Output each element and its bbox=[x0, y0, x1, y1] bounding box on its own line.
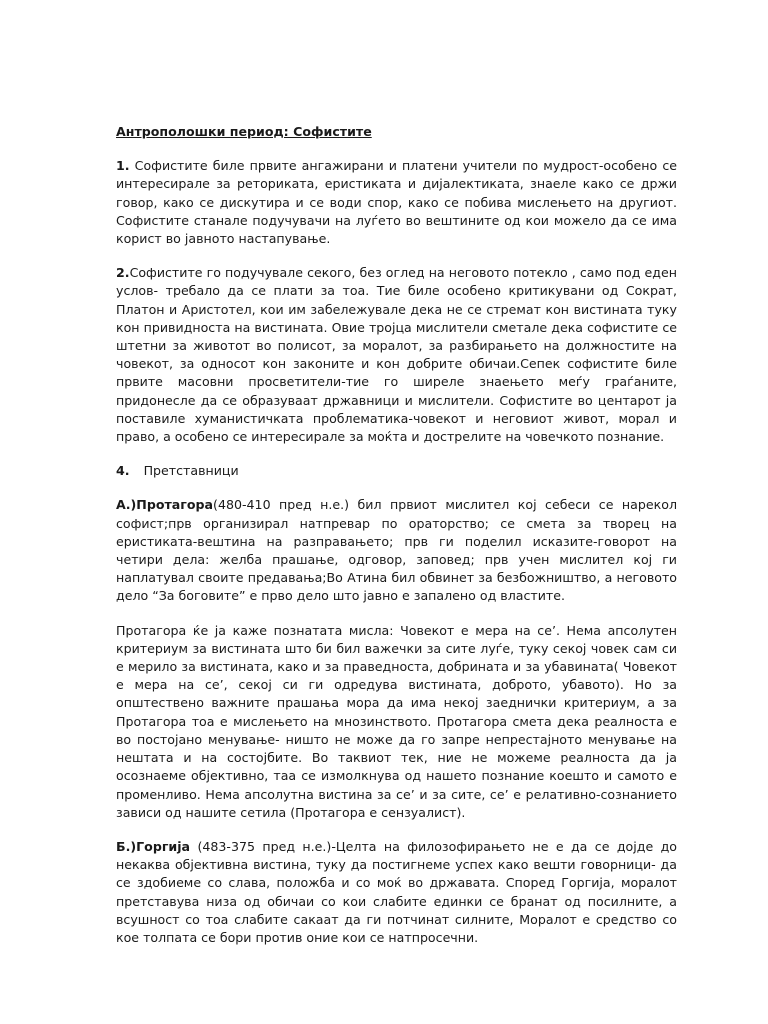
paragraph-gorgias bbox=[116, 838, 677, 947]
paragraph-representatives-heading bbox=[116, 462, 677, 480]
gorgias-text: (483-375 пред н.е.)-Целта на филозофирањето не е да се дојде до некаква објективна вистина, туку да постигнеме успех како вешти говорници- да се здобиеме со слава, положба и со моќ во државата. Според Горгија, моралот претставува низа од обичаи со кои слабите единки се бранат од посилните, а всушност со тоа слабите сакаат да ги потчинат силните, Моралот е средство со кое толпата се бори против оние кои се натпросечни. bbox=[116, 838, 677, 945]
protagoras-text: (480-410 пред н.е.) бил првиот мислител кој себеси се нарекол софист;прв организирал натпревар по ораторство; се смета за творец на еристиката-вештина на разправањето; прв ги поделил исказите-говорот на четири дела: желба прашање, одговор, заповед; прв учен мислител кој ги наплатувал своите предавања;Во Атина бил обвинет за безбожништво, а неговото дело “За боговите” е прво дело што јавно е запалено од властите. bbox=[116, 497, 677, 604]
paragraph-3-number: 4. bbox=[116, 463, 130, 479]
protagoras-label: А.)Протагора bbox=[116, 497, 214, 513]
paragraph-1-text: Софистите биле првите ангажирани и платени учители по мудрост-особено се интересирале за реториката, еристиката и дијалектиката, знаеле како се држи говор, како се дискутира и се води спор, како се побива мислењето на другиот. Софистите станале подучувачи на луѓето во вештините од кои можело да се има корист во јавното настапување. bbox=[116, 158, 677, 247]
paragraph-protagoras-thought bbox=[116, 622, 677, 822]
paragraph-3-text: Претставници bbox=[143, 463, 239, 479]
paragraph-2-number: 2. bbox=[116, 265, 130, 281]
paragraph-2-text: Софистите го подучувале секого, без оглед на неговото потекло , само под еден услов- требало да се плати за тоа. Тие биле особено критикувани од Сократ, Платон и Аристотел, кои им забележувале дека не се стремат кон вистината туку кон привидноста на вистината. Овие тројца мислители сметале дека софистите се штетни за животот во полисот, за моралот, за разбирањето на должностите на човекот, за односот кон законите и кон добрите обичаи.Сепек софистите биле првите масовни просветители-тие го ширеле знаењето меѓу граѓаните, придонесле да се образуваат државници и мислители. Софистите во центарот ја поставиле хуманистичката проблематика-човекот и неговиот живот, морал и право, а особено се интересирале за моќта и дострелите на човечкото познание. bbox=[116, 265, 677, 445]
protagoras-thought-text: Протагора ќе ја каже познатата мисла: Човекот е мера на се’. Нема апсолутен критериум за вистината што би бил важечки за сите луѓе, туку секој човек сам си е мерило за вистината, како и за праведноста, добрината и за убавината( Човекот е мера на се’, секој си ги одредува вистината, доброто, убавото). Но за општествено важните прашања мора да има некој заеднички критериум, а за Протагора тоа е мислењето на мнозинството. Протагора смета дека реалноста е во постојано менување- ништо не може да го запре непрестајното менување на нештата и на состојбите. Во таквиот тек, ние не можеме реалноста да ја осознаеме објективно, таа се измолкнува од нашето познание коешто и самото е променливо. Нема апсолутна вистина за се’ и за сите, се’ е релативно-сознанието зависи од нашите сетила (Протагора е сензуалист). bbox=[116, 622, 677, 820]
gorgias-label: Б.)Горгија bbox=[116, 838, 191, 854]
document-page bbox=[116, 123, 677, 963]
paragraph-2 bbox=[116, 264, 677, 446]
page-title: Антрополошки период: Софистите bbox=[116, 124, 372, 139]
paragraph-1-number: 1. bbox=[116, 158, 130, 174]
paragraph-protagoras bbox=[116, 496, 677, 605]
paragraph-1 bbox=[116, 157, 677, 248]
